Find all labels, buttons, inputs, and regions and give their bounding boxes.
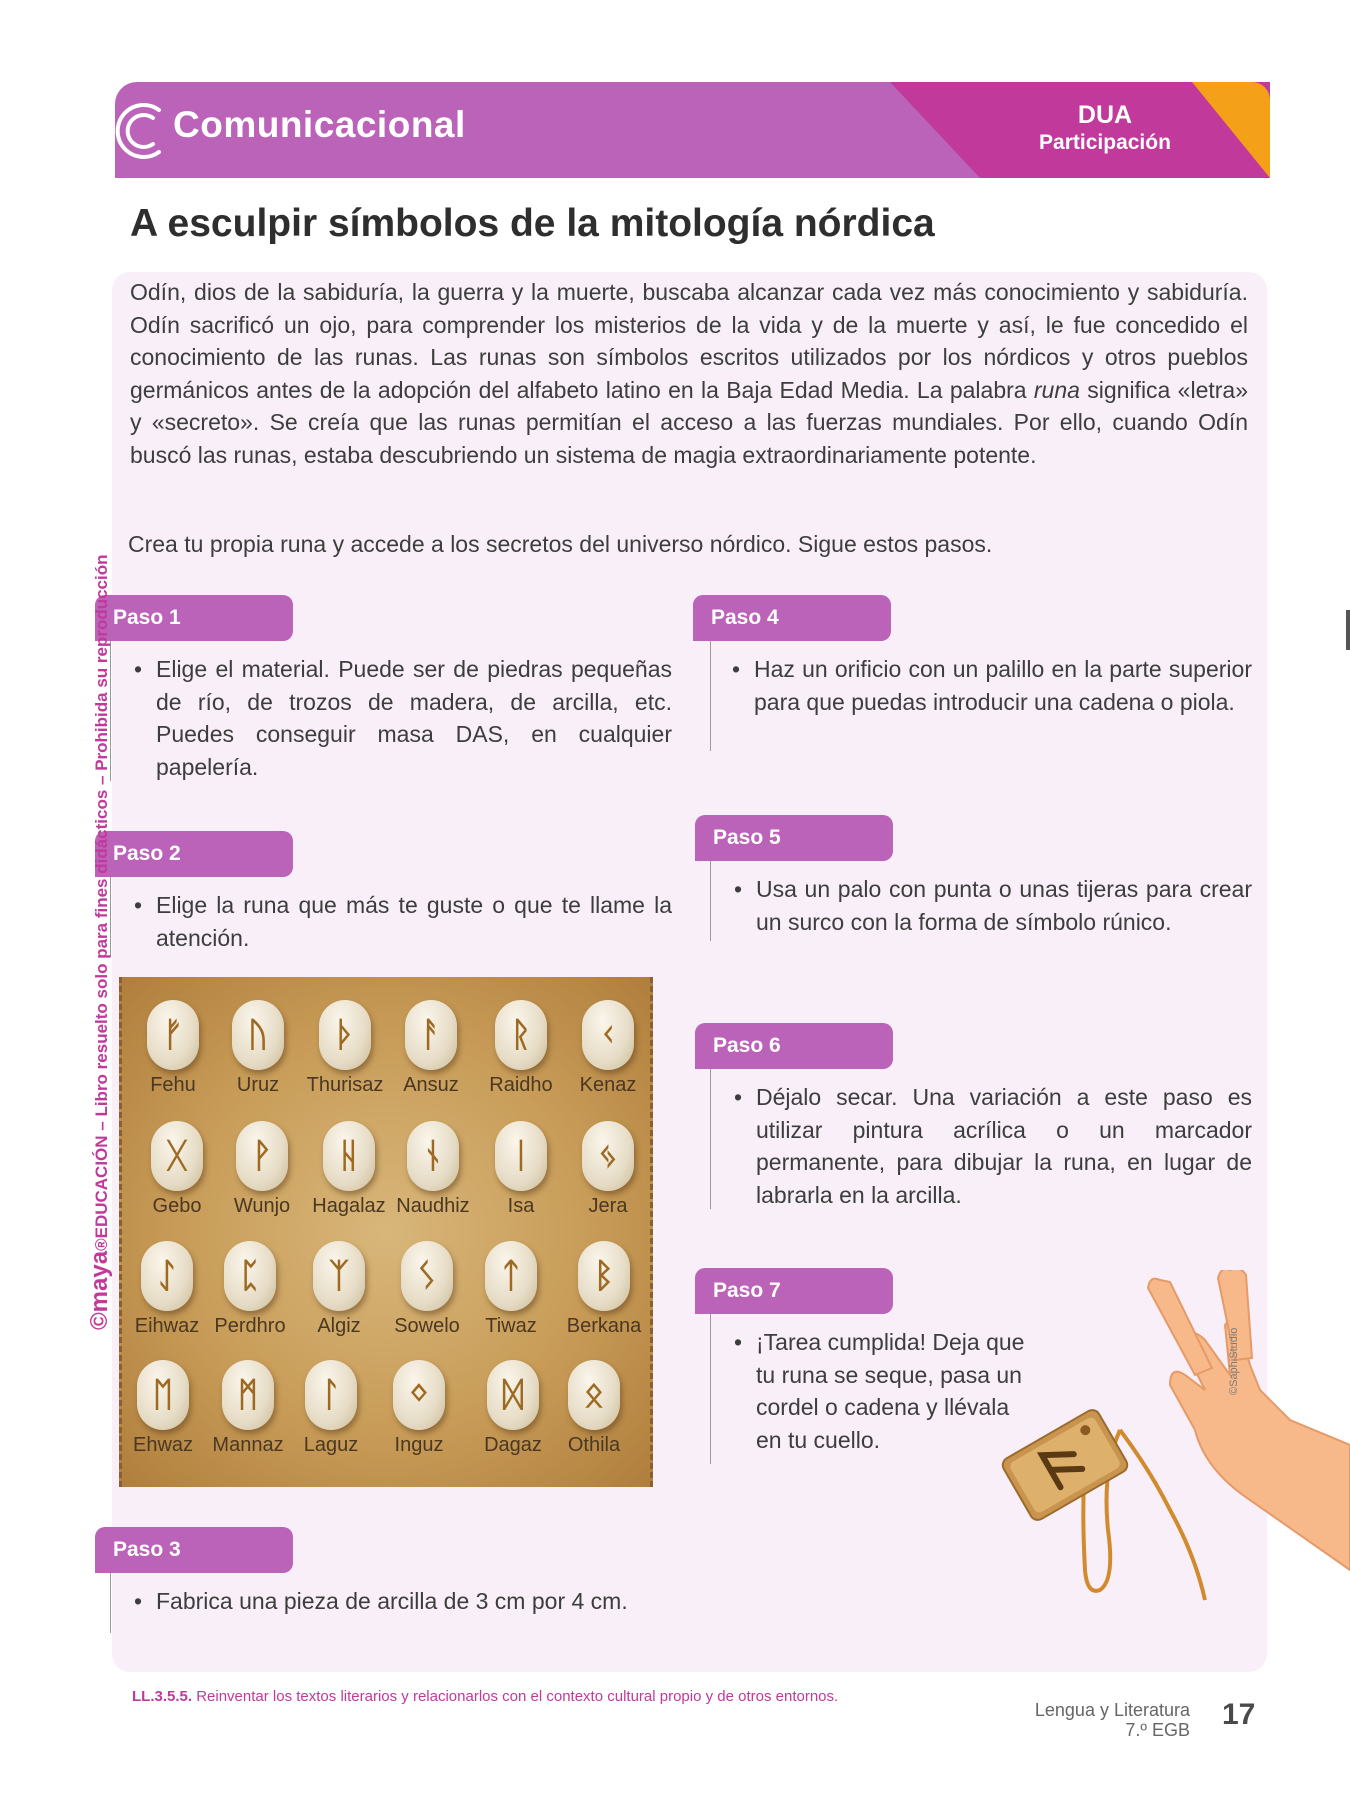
rune-glyph: ᚠ: [162, 1015, 184, 1055]
step-4-body: Haz un orificio con un palillo en la parte superior para que puedas introducir una cadena o piola.: [754, 656, 1252, 715]
rune-glyph: ᚷ: [166, 1136, 188, 1176]
intro-text-part2: significa «letra» y «secreto». Se creía que las runas permitían el acceso a las fuerzas mundiales. Por ello, cuando Odín buscó las runas, estaba descubriendo un sistema de magia extraordinariamente potente.: [130, 376, 1248, 468]
rune-stone: [313, 1241, 365, 1311]
rune-thurisaz: [303, 1000, 387, 1097]
instructions-intro: Crea tu propia runa y accede a los secretos del universo nórdico. Sigue estos pasos.: [128, 531, 993, 557]
rune-name: Hagalaz: [312, 1195, 386, 1217]
rune-glyph: ᚲ: [597, 1015, 619, 1055]
step-5-label: Paso 5: [695, 815, 893, 861]
rune-algiz: [297, 1241, 381, 1338]
rune-name: Laguz: [303, 1434, 359, 1456]
step-2-label: Paso 2: [95, 831, 293, 877]
rune-sowelo: [385, 1241, 469, 1338]
curriculum-standard: [132, 1688, 838, 1705]
image-credit: ©SaphiStudio: [1228, 1327, 1240, 1395]
rune-glyph: ᚦ: [334, 1015, 356, 1055]
rune-name: Tiwaz: [485, 1315, 537, 1337]
rune-name: Isa: [507, 1195, 535, 1217]
rune-name: Kenaz: [579, 1074, 637, 1096]
rune-stone: [495, 1121, 547, 1191]
rune-mannaz: [206, 1360, 290, 1457]
rune-stone: [485, 1241, 537, 1311]
step-3-text: [134, 1585, 716, 1618]
step-2-body: Elige la runa que más te guste o que te llame la atención.: [156, 892, 672, 951]
rune-name: Berkana: [566, 1315, 642, 1337]
dua-badge: [1030, 100, 1180, 156]
rune-stone: [582, 1121, 634, 1191]
rune-glyph: ᛒ: [593, 1256, 615, 1296]
rune-name: Fehu: [150, 1074, 196, 1096]
step-4-rule: [710, 641, 711, 751]
rune-glyph: ᛁ: [510, 1136, 532, 1176]
rune-tiwaz: [469, 1241, 553, 1338]
rune-glyph: ᛃ: [597, 1136, 619, 1176]
bullet: •: [734, 876, 743, 902]
rune-hagalaz: [307, 1121, 391, 1218]
rune-stone: [393, 1360, 445, 1430]
comunicacional-logo-icon: [115, 96, 179, 166]
rune-name: Eihwaz: [134, 1315, 200, 1337]
dua-badge-subtitle: Participación: [1039, 131, 1171, 154]
rune-inguz: [377, 1360, 461, 1457]
step-4-text: [732, 653, 1252, 718]
step-6-text: [734, 1081, 1252, 1211]
rune-glyph: ᛚ: [320, 1375, 342, 1415]
rune-stone: [495, 1000, 547, 1070]
rune-glyph: ᛗ: [237, 1375, 259, 1415]
hand-rune-illustration: [990, 1270, 1350, 1630]
rune-stone: [141, 1241, 193, 1311]
rune-glyph: ᛖ: [152, 1375, 174, 1415]
rune-name: Dagaz: [484, 1434, 542, 1456]
step-7-rule: [710, 1314, 711, 1464]
dua-badge-title: DUA: [1077, 101, 1133, 129]
bullet: •: [734, 1329, 743, 1355]
bullet: •: [134, 892, 143, 918]
section-header: [115, 82, 1270, 178]
rune-stone: [568, 1360, 620, 1430]
rune-name: Ansuz: [403, 1074, 459, 1096]
curriculum-description: Reinventar los textos literarios y relacionarlos con el contexto cultural propio y de otros entornos.: [196, 1688, 839, 1705]
rune-glyph: ᚹ: [251, 1136, 273, 1176]
rune-glyph: ᛞ: [502, 1375, 524, 1415]
rune-stone: [232, 1000, 284, 1070]
rune-stone: [578, 1241, 630, 1311]
rune-name: Jera: [588, 1195, 628, 1217]
rune-stone: [405, 1000, 457, 1070]
rune-name: Inguz: [394, 1434, 444, 1456]
rune-glyph: ᛉ: [328, 1256, 350, 1296]
rune-fehu: [131, 1000, 215, 1097]
rune-glyph: ᚨ: [420, 1015, 442, 1055]
step-5-body: Usa un palo con punta o unas tijeras para crear un surco con la forma de símbolo rúnico.: [756, 876, 1252, 935]
step-6-rule: [710, 1069, 711, 1209]
intro-paragraph: [130, 276, 1248, 471]
book-subject: [1000, 1700, 1190, 1740]
section-title: Comunicacional: [173, 104, 466, 145]
step-3-body: Fabrica una pieza de arcilla de 3 cm por 4 cm.: [156, 1588, 628, 1614]
subject-name: Lengua y Literatura: [1034, 1700, 1190, 1720]
rune-name: Perdhro: [214, 1315, 286, 1337]
rune-dagaz: [471, 1360, 555, 1457]
step-6-body: Déjalo secar. Una variación a este paso es utilizar pintura acrílica o un marcador permanente, para dibujar la runa, en lugar de labrarla en la arcilla.: [756, 1084, 1252, 1208]
rune-stone: [319, 1000, 371, 1070]
rune-stone: [487, 1360, 539, 1430]
page-number: 17: [1222, 1698, 1256, 1731]
step-5-text: [734, 873, 1252, 938]
rune-glyph: ᛊ: [416, 1256, 438, 1296]
step-7-label: Paso 7: [695, 1268, 893, 1314]
rune-kenaz: [566, 1000, 650, 1097]
rune-othila: [552, 1360, 636, 1457]
step-5-rule: [710, 861, 711, 941]
rune-glyph: ᛇ: [156, 1256, 178, 1296]
step-7-body: ¡Tarea cumplida! Deja que tu runa se seque, pasa un cordel o cadena y llévala en tu cuello.: [756, 1329, 1025, 1453]
copyright-notice: [86, 554, 114, 1330]
rune-ehwaz: [121, 1360, 205, 1457]
rune-jera: [566, 1121, 650, 1218]
rune-naudhiz: [391, 1121, 475, 1218]
step-4-label: Paso 4: [693, 595, 891, 641]
rune-berkana: [562, 1241, 646, 1338]
rune-ansuz: [389, 1000, 473, 1097]
rune-stone: [236, 1121, 288, 1191]
rune-wunjo: [220, 1121, 304, 1218]
curriculum-code: LL.3.5.5.: [132, 1688, 193, 1705]
step-3-rule: [110, 1573, 111, 1633]
rune-perdhro: [208, 1241, 292, 1338]
rune-name: Thurisaz: [306, 1074, 384, 1096]
step-1-body: Elige el material. Puede ser de piedras pequeñas de río, de trozos de madera, de arcilla, etc. Puedes conseguir masa DAS, en cualquier papelería.: [156, 656, 672, 780]
rune-glyph: ᛈ: [239, 1256, 261, 1296]
rune-name: Naudhiz: [396, 1195, 470, 1217]
step-2-text: [134, 889, 672, 954]
rune-stone: [137, 1360, 189, 1430]
rune-glyph: ᛏ: [500, 1256, 522, 1296]
rune-name: Sowelo: [394, 1315, 460, 1337]
rune-name: Raidho: [489, 1074, 553, 1096]
intro-emphasis: runa: [1033, 376, 1080, 403]
rune-stone: [401, 1241, 453, 1311]
bullet: •: [734, 1084, 743, 1110]
rune-name: Mannaz: [212, 1434, 284, 1456]
step-1-label: Paso 1: [95, 595, 293, 641]
bullet: •: [134, 656, 143, 682]
rune-glyph: ᚱ: [510, 1015, 532, 1055]
rune-glyph: ᛜ: [408, 1375, 430, 1415]
rune-name: Othila: [567, 1434, 621, 1456]
step-6-label: Paso 6: [695, 1023, 893, 1069]
maya-brand: ©maya: [86, 1250, 113, 1330]
rune-isa: [479, 1121, 563, 1218]
rune-name: Wunjo: [233, 1195, 291, 1217]
page-title: A esculpir símbolos de la mitología nórdica: [130, 202, 935, 245]
rune-stone: [407, 1121, 459, 1191]
rune-glyph: ᚺ: [338, 1136, 360, 1176]
rune-gebo: [135, 1121, 219, 1218]
intro-text-part1: Odín, dios de la sabiduría, la guerra y la muerte, buscaba alcanzar cada vez más conocimiento y sabiduría. Odín sacrificó un ojo, para comprender los misterios de la vida y de la muerte y así, le fue concedido el conocimiento de las runas. Las runas son símbolos escritos utilizados por los nórdicos y otros pueblos germánicos antes de la adopción del alfabeto latino en la Baja Edad Media. La palabra: [130, 279, 1248, 403]
rune-stone: [222, 1360, 274, 1430]
rune-laguz: [289, 1360, 373, 1457]
rune-glyph: ᚾ: [422, 1136, 444, 1176]
step-1-text: [134, 653, 672, 783]
rune-stone: [305, 1360, 357, 1430]
rune-raidho: [479, 1000, 563, 1097]
rune-name: Algiz: [317, 1315, 361, 1337]
copyright-text: ®EDUCACIÓN – Libro resuelto solo para fines didácticos – Prohibida su reproducción: [92, 554, 111, 1251]
rune-name: Ehwaz: [132, 1434, 194, 1456]
rune-eihwaz: [125, 1241, 209, 1338]
bullet: •: [732, 656, 741, 682]
rune-name: Gebo: [152, 1195, 202, 1217]
rune-stone: [151, 1121, 203, 1191]
rune-name: Uruz: [236, 1074, 280, 1096]
rune-stone: [224, 1241, 276, 1311]
rune-glyph: ᚢ: [247, 1015, 269, 1055]
step-3-label: Paso 3: [95, 1527, 293, 1573]
rune-glyph: ᛟ: [583, 1375, 605, 1415]
page-edge-mark: [1346, 610, 1350, 650]
rune-stone: [147, 1000, 199, 1070]
rune-uruz: [216, 1000, 300, 1097]
rune-stone: [582, 1000, 634, 1070]
rune-stone: [323, 1121, 375, 1191]
bullet: •: [134, 1588, 143, 1614]
grade-level: 7.º EGB: [1125, 1720, 1190, 1740]
